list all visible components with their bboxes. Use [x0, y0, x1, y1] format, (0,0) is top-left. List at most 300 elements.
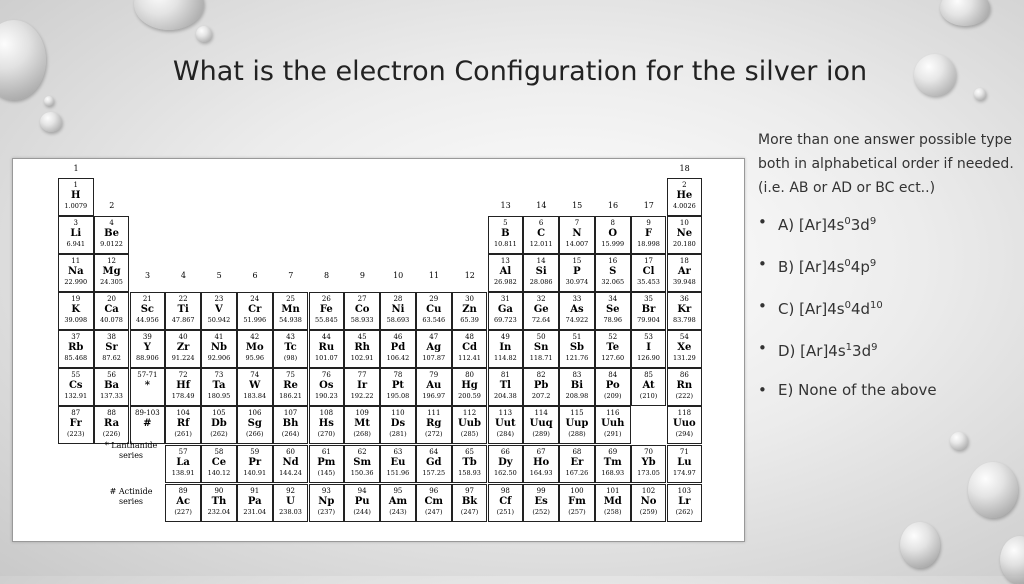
element-symbol: Cd — [462, 342, 478, 353]
atomic-number: 63 — [393, 448, 403, 456]
atomic-mass: (281) — [389, 430, 407, 438]
atomic-number: 27 — [357, 295, 367, 303]
element-cell — [416, 406, 452, 444]
element-symbol: Hf — [176, 380, 191, 391]
group-number: 18 — [679, 164, 690, 173]
atomic-number: 49 — [500, 333, 510, 341]
element-symbol: Rg — [426, 418, 442, 429]
atomic-mass: 83.798 — [672, 316, 696, 324]
element-cell — [130, 330, 166, 368]
atomic-mass: (226) — [102, 430, 121, 438]
element-symbol: Zn — [462, 304, 477, 315]
element-cell — [595, 406, 631, 444]
element-cell — [523, 484, 559, 522]
atomic-number: 1 — [73, 181, 78, 189]
atomic-mass: 4.0026 — [672, 202, 696, 210]
element-symbol: Pa — [247, 496, 262, 507]
element-cell — [452, 445, 488, 483]
atomic-mass: 24.305 — [100, 278, 123, 286]
element-symbol: Mo — [245, 342, 264, 353]
atomic-number: 2 — [682, 181, 687, 189]
group-number: 14 — [536, 201, 547, 210]
group-number: 3 — [145, 271, 151, 280]
element-symbol: Y — [143, 342, 151, 353]
element-cell — [237, 445, 273, 483]
element-symbol: Sc — [140, 304, 154, 315]
element-cell — [380, 368, 416, 406]
element-symbol: Cu — [426, 304, 442, 315]
atomic-mass: 20.180 — [672, 240, 696, 248]
element-cell — [416, 292, 452, 330]
atomic-number: 90 — [214, 487, 224, 495]
element-cell — [488, 292, 524, 330]
atomic-mass: (247) — [425, 508, 443, 516]
element-symbol: Ge — [533, 304, 549, 315]
element-cell — [201, 484, 237, 522]
element-symbol: Rf — [176, 418, 190, 429]
atomic-mass: (288) — [568, 430, 586, 438]
element-symbol: Mn — [281, 304, 300, 315]
element-cell — [667, 368, 703, 406]
element-cell — [344, 445, 380, 483]
atomic-mass: 63.546 — [422, 316, 446, 324]
atomic-number: 50 — [536, 333, 546, 341]
element-symbol: Hs — [318, 418, 334, 429]
element-symbol: Co — [354, 304, 370, 315]
atomic-mass: 207.2 — [531, 392, 551, 400]
element-cell — [309, 368, 345, 406]
element-symbol: As — [570, 304, 584, 315]
element-symbol: Al — [499, 266, 512, 277]
atomic-mass: (285) — [460, 430, 479, 438]
element-cell — [165, 292, 201, 330]
element-symbol: W — [249, 380, 261, 391]
atomic-number: 76 — [321, 371, 331, 379]
element-symbol: Sm — [353, 457, 372, 468]
atomic-number: 14 — [536, 257, 546, 265]
atomic-number: 84 — [608, 371, 618, 379]
atomic-mass: (251) — [496, 508, 515, 516]
element-cell — [344, 330, 380, 368]
atomic-mass: 69.723 — [493, 316, 517, 324]
atomic-number: 52 — [608, 333, 618, 341]
atomic-number: 118 — [677, 409, 692, 417]
element-symbol: Tl — [499, 380, 511, 391]
element-cell — [94, 406, 130, 444]
atomic-number: 70 — [644, 448, 653, 456]
atomic-number: 98 — [500, 487, 510, 495]
atomic-number: 22 — [178, 295, 188, 303]
atomic-mass: 78.96 — [603, 316, 623, 324]
atomic-mass: 186.21 — [279, 392, 302, 400]
element-symbol: P — [573, 266, 581, 277]
atomic-number: 34 — [608, 295, 618, 303]
atomic-mass: (98) — [283, 354, 298, 362]
atomic-number: 51 — [572, 333, 582, 341]
element-symbol: Cl — [642, 266, 655, 277]
element-cell — [201, 292, 237, 330]
element-cell — [595, 292, 631, 330]
atomic-mass: 137.33 — [100, 392, 123, 400]
atomic-mass: 22.990 — [64, 278, 88, 286]
element-symbol: Pr — [248, 457, 262, 468]
atomic-number: 112 — [462, 409, 477, 417]
element-symbol: Na — [67, 266, 84, 277]
question-panel — [758, 128, 1020, 422]
atomic-number: 11 — [71, 257, 81, 265]
atomic-number: 69 — [608, 448, 618, 456]
element-cell — [94, 254, 130, 292]
element-cell — [631, 330, 667, 368]
element-cell — [416, 484, 452, 522]
element-cell — [667, 406, 703, 444]
atomic-number: 82 — [536, 371, 546, 379]
group-number: 7 — [288, 271, 294, 280]
element-symbol: Cf — [499, 496, 512, 507]
element-cell — [559, 254, 595, 292]
element-cell — [237, 406, 273, 444]
atomic-mass: 26.982 — [493, 278, 517, 286]
group-number: 16 — [607, 201, 619, 210]
atomic-mass: 12.011 — [529, 240, 553, 248]
atomic-number: 107 — [283, 409, 298, 417]
atomic-mass: 231.04 — [243, 508, 267, 516]
atomic-mass: 85.468 — [64, 354, 88, 362]
element-symbol: Ga — [497, 304, 513, 315]
element-symbol: K — [71, 304, 81, 315]
element-cell — [488, 216, 524, 254]
atomic-number: 89-103 — [135, 409, 160, 417]
atomic-number: 95 — [393, 487, 403, 495]
element-cell — [165, 368, 201, 406]
atomic-number: 13 — [500, 257, 510, 265]
element-symbol: U — [286, 496, 295, 507]
element-cell — [165, 330, 201, 368]
element-symbol: Pu — [354, 496, 370, 507]
atomic-mass: 102.91 — [350, 354, 374, 362]
atomic-number: 15 — [572, 257, 582, 265]
atomic-number: 12 — [107, 257, 116, 265]
element-symbol: Nb — [210, 342, 227, 353]
atomic-mass: 47.867 — [171, 316, 195, 324]
element-symbol: Ac — [176, 496, 191, 507]
element-symbol: Cm — [424, 496, 444, 507]
periodic-table-image — [12, 158, 745, 542]
water-drop-decoration — [196, 26, 212, 42]
element-cell — [344, 484, 380, 522]
atomic-number: 59 — [250, 448, 260, 456]
actinide-series-label: # Actinide series — [109, 487, 153, 506]
atomic-mass: 88.906 — [135, 354, 159, 362]
group-number: 10 — [393, 271, 404, 280]
atomic-mass: (272) — [425, 430, 443, 438]
element-symbol: Cr — [248, 304, 262, 315]
element-symbol: In — [499, 342, 512, 353]
element-symbol: Eu — [390, 457, 406, 468]
element-cell — [344, 368, 380, 406]
atomic-mass: 72.64 — [531, 316, 551, 324]
slide-title: What is the electron Configuration for the silver ion — [172, 56, 868, 87]
atomic-number: 91 — [250, 487, 260, 495]
atomic-mass: 1.0079 — [64, 202, 88, 210]
element-symbol: Hg — [461, 380, 478, 391]
atomic-number: 41 — [214, 333, 224, 341]
atomic-number: 92 — [286, 487, 295, 495]
element-symbol: I — [646, 342, 651, 353]
water-drop-decoration — [900, 522, 940, 568]
element-cell — [58, 330, 94, 368]
element-symbol: Te — [606, 342, 620, 353]
atomic-number: 106 — [248, 409, 262, 417]
atomic-number: 87 — [71, 409, 81, 417]
atomic-number: 111 — [427, 409, 441, 417]
element-symbol: Pd — [390, 342, 406, 353]
atomic-mass: 158.93 — [458, 469, 481, 477]
atomic-number: 54 — [679, 333, 689, 341]
atomic-number: 78 — [393, 371, 403, 379]
element-symbol: Pt — [391, 380, 404, 391]
element-cell — [523, 254, 559, 292]
element-symbol: La — [176, 457, 190, 468]
atomic-mass: (270) — [317, 430, 336, 438]
element-cell — [201, 445, 237, 483]
atomic-number: 56 — [107, 371, 116, 379]
atomic-mass: 39.948 — [672, 278, 696, 286]
atomic-number: 17 — [644, 257, 653, 265]
element-symbol: Uuh — [601, 418, 625, 429]
element-cell — [273, 368, 309, 406]
element-cell — [667, 178, 703, 216]
water-drop-decoration — [40, 112, 62, 132]
element-symbol: Uut — [495, 418, 516, 429]
atomic-mass: 79.904 — [637, 316, 660, 324]
atomic-number: 44 — [321, 333, 331, 341]
atomic-number: 40 — [178, 333, 188, 341]
atomic-mass: 18.998 — [637, 240, 660, 248]
atomic-mass: (223) — [67, 430, 85, 438]
atomic-number: 39 — [142, 333, 152, 341]
element-symbol: Nd — [282, 457, 299, 468]
atomic-mass: (252) — [532, 508, 550, 516]
element-cell — [165, 406, 201, 444]
element-cell — [559, 445, 595, 483]
atomic-number: 32 — [536, 295, 546, 303]
element-symbol: Bk — [461, 496, 478, 507]
atomic-number: 109 — [355, 409, 369, 417]
atomic-number: 102 — [641, 487, 656, 495]
atomic-mass: 183.84 — [243, 392, 267, 400]
atomic-number: 3 — [73, 219, 78, 227]
element-symbol: Dy — [498, 457, 513, 468]
atomic-number: 116 — [606, 409, 620, 417]
element-symbol: Lu — [677, 457, 692, 468]
element-symbol: Fe — [319, 304, 333, 315]
atomic-number: 4 — [109, 219, 114, 227]
atomic-mass: (222) — [675, 392, 694, 400]
element-cell — [667, 216, 703, 254]
element-symbol: Rb — [68, 342, 84, 353]
element-cell — [416, 330, 452, 368]
atomic-number: 100 — [570, 487, 584, 495]
group-number: 17 — [643, 201, 654, 210]
atomic-mass: 14.007 — [565, 240, 589, 248]
element-cell — [309, 445, 345, 483]
atomic-number: 29 — [429, 295, 439, 303]
element-cell — [309, 292, 345, 330]
atomic-mass: 30.974 — [565, 278, 589, 286]
atomic-number: 33 — [572, 295, 582, 303]
element-symbol: Se — [605, 304, 620, 315]
element-symbol: Ag — [426, 342, 442, 353]
element-cell — [273, 406, 309, 444]
element-symbol: Ta — [212, 380, 226, 391]
atomic-mass: 50.942 — [207, 316, 231, 324]
element-symbol: Ar — [677, 266, 691, 277]
atomic-number: 103 — [677, 487, 692, 495]
element-cell — [309, 484, 345, 522]
atomic-mass: 15.999 — [601, 240, 625, 248]
instructions-text: More than one answer possible type both in alphabetical order if needed. (i.e. AB or AD or BC ect..) — [758, 132, 1014, 196]
element-cell — [631, 484, 667, 522]
atomic-mass: (210) — [639, 392, 658, 400]
element-symbol: Am — [388, 496, 408, 507]
element-cell — [94, 330, 130, 368]
atomic-number: 105 — [212, 409, 226, 417]
atomic-mass: 157.25 — [422, 469, 446, 477]
answer-options-list — [758, 212, 1020, 422]
atomic-mass: 162.50 — [493, 469, 517, 477]
element-cell — [667, 484, 703, 522]
answer-option-b: • B) $[Ar]4s^04p^9$ — [758, 255, 877, 276]
element-symbol: Os — [319, 380, 334, 391]
group-number: 6 — [252, 271, 258, 280]
atomic-number: 42 — [250, 333, 260, 341]
element-symbol: Rh — [354, 342, 370, 353]
atomic-mass: 54.938 — [279, 316, 302, 324]
atomic-number: 20 — [107, 295, 116, 303]
element-cell — [380, 484, 416, 522]
atomic-number: 62 — [357, 448, 367, 456]
element-cell — [237, 292, 273, 330]
group-number: 1 — [73, 164, 79, 173]
atomic-mass: 127.60 — [601, 354, 625, 362]
atomic-number: 113 — [498, 409, 513, 417]
element-cell — [631, 216, 667, 254]
element-cell — [94, 368, 130, 406]
answer-option-c: • C) $[Ar]4s^04d^{10}$ — [758, 297, 883, 318]
atomic-mass: 178.49 — [171, 392, 195, 400]
element-symbol: Kr — [677, 304, 692, 315]
element-cell — [58, 216, 94, 254]
atomic-mass: 51.996 — [243, 316, 267, 324]
atomic-number: 24 — [250, 295, 260, 303]
element-cell — [559, 368, 595, 406]
atomic-number: 21 — [142, 295, 152, 303]
element-symbol: Ra — [104, 418, 120, 429]
atomic-number: 7 — [574, 219, 580, 227]
atomic-mass: 208.98 — [565, 392, 589, 400]
element-symbol: F — [644, 228, 653, 239]
atomic-mass: 39.098 — [64, 316, 88, 324]
element-cell — [452, 330, 488, 368]
atomic-mass: 121.76 — [565, 354, 589, 362]
element-cell — [559, 484, 595, 522]
element-cell — [667, 330, 703, 368]
element-symbol: S — [609, 266, 617, 277]
atomic-mass: 204.38 — [493, 392, 517, 400]
atomic-mass: 107.87 — [422, 354, 446, 362]
element-symbol: Tc — [284, 342, 297, 353]
element-cell — [344, 406, 380, 444]
element-symbol: Re — [283, 380, 298, 391]
atomic-mass: 190.23 — [314, 392, 338, 400]
atomic-number: 6 — [538, 219, 544, 227]
atomic-mass: 74.922 — [565, 316, 589, 324]
element-symbol: Np — [318, 496, 335, 507]
element-symbol: Tb — [462, 457, 477, 468]
atomic-mass: (259) — [639, 508, 658, 516]
element-symbol: Mg — [102, 266, 121, 277]
element-symbol: # — [143, 418, 152, 429]
atomic-number: 75 — [286, 371, 295, 379]
element-cell — [58, 178, 94, 216]
element-symbol: Sn — [533, 342, 549, 353]
atomic-number: 18 — [679, 257, 689, 265]
group-number: 9 — [359, 271, 365, 280]
element-symbol: At — [642, 380, 655, 391]
atomic-number: 72 — [178, 371, 188, 379]
water-drop-decoration — [968, 462, 1018, 518]
element-symbol: Uub — [458, 418, 482, 429]
element-symbol: Ni — [391, 304, 405, 315]
element-cell — [416, 445, 452, 483]
atomic-mass: 101.07 — [314, 354, 338, 362]
element-symbol: Ba — [104, 380, 120, 391]
atomic-mass: 180.95 — [207, 392, 231, 400]
element-symbol: Gd — [425, 457, 442, 468]
element-symbol: Mt — [354, 418, 370, 429]
atomic-mass: 114.82 — [493, 354, 517, 362]
element-cell — [237, 330, 273, 368]
atomic-number: 10 — [679, 219, 689, 227]
atomic-mass: 6.941 — [66, 240, 86, 248]
atomic-mass: 65.39 — [460, 316, 479, 324]
element-cell — [273, 330, 309, 368]
element-symbol: Au — [426, 380, 442, 391]
atomic-number: 104 — [176, 409, 190, 417]
atomic-number: 67 — [536, 448, 546, 456]
element-symbol: Ca — [104, 304, 119, 315]
atomic-number: 26 — [321, 295, 331, 303]
atomic-mass: 118.71 — [529, 354, 553, 362]
atomic-number: 46 — [393, 333, 403, 341]
element-cell — [595, 368, 631, 406]
element-cell — [595, 484, 631, 522]
element-symbol: Cs — [68, 380, 83, 391]
element-cell — [130, 368, 166, 406]
element-symbol: He — [676, 190, 693, 201]
atomic-mass: 87.62 — [102, 354, 121, 362]
atomic-mass: 126.90 — [637, 354, 660, 362]
atomic-number: 57-71 — [137, 371, 158, 379]
element-cell — [667, 254, 703, 292]
element-cell — [130, 406, 166, 444]
atomic-mass: 40.078 — [100, 316, 123, 324]
atomic-number: 85 — [644, 371, 653, 379]
atomic-mass: (145) — [317, 469, 336, 477]
atomic-number: 68 — [572, 448, 582, 456]
atomic-mass: (266) — [246, 430, 264, 438]
